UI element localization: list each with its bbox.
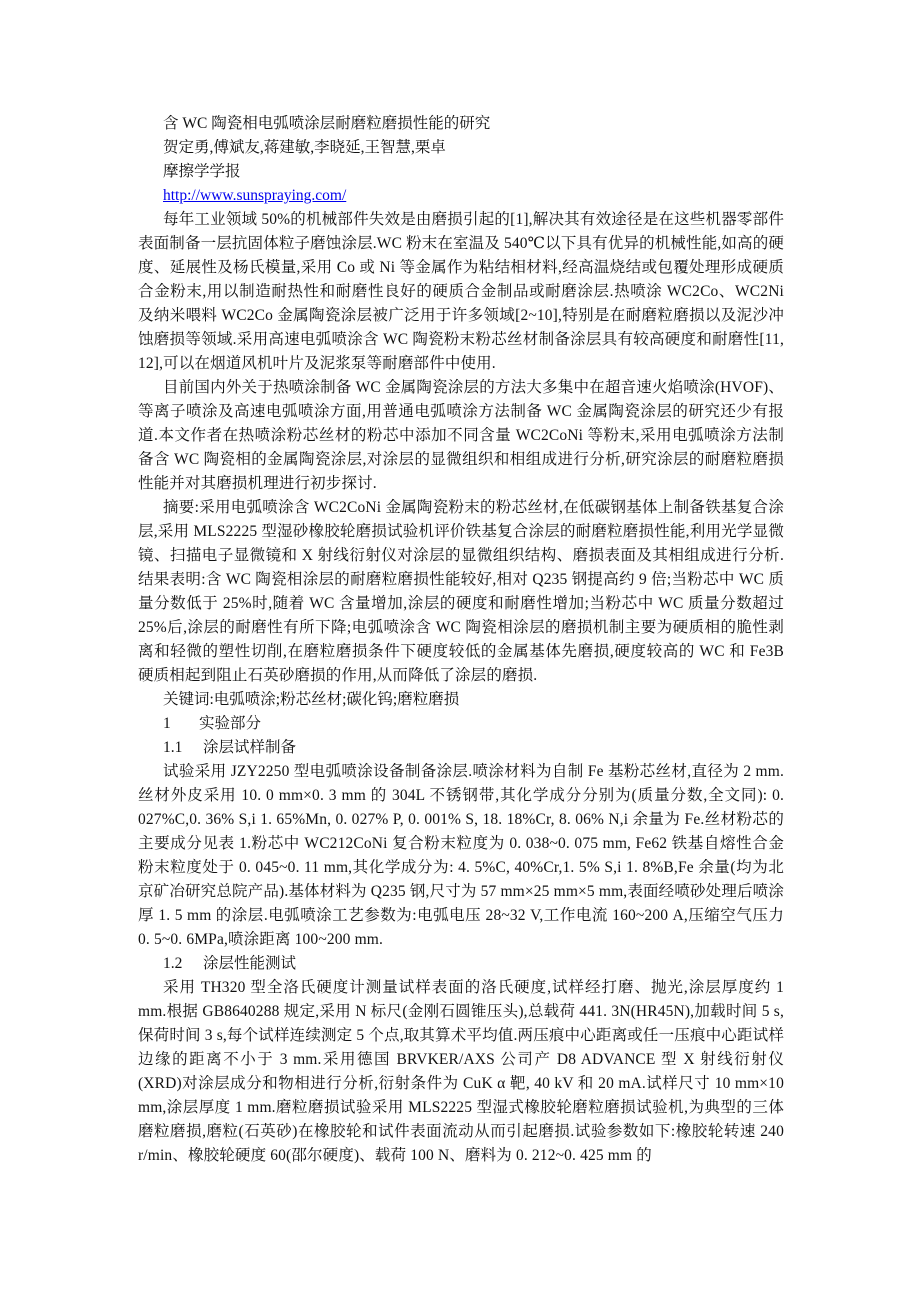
section-title: 涂层试样制备 [203,739,297,756]
abstract-paragraph: 摘要:采用电弧喷涂含 WC2CoNi 金属陶瓷粉末的粉芯丝材,在低碳钢基体上制备铁基复合涂层,采用 MLS2225 型湿砂橡胶轮磨损试验机评价铁基复合涂层的耐磨粒磨损性能,利用光学显微镜、扫描电子显微镜和 X 射线衍射仪对涂层的显微组织结构、磨损表面及其相组成进行分析.结果表明:含 WC 陶瓷相涂层的耐磨粒磨损性能较好,相对 Q235 钢提高约 9 倍;当粉芯中 WC 质量分数低于 25%时,随着 WC 含量增加,涂层的硬度和耐磨性增加;当粉芯中 WC 质量分数超过 25%后,涂层的耐磨性有所下降;电弧喷涂含 WC 陶瓷相涂层的磨损机制主要为硬质相的脆性剥离和轻微的塑性切削,在磨粒磨损条件下硬度较低的金属基体先磨损,硬度较高的 WC 和 Fe3B 硬质相起到阻止石英砂磨损的作用,从而降低了涂层的磨损. [138,499,784,684]
intro-paragraph-2: 目前国内外关于热喷涂制备 WC 金属陶瓷涂层的方法大多集中在超音速火焰喷涂(HVOF)、等离子喷涂及高速电弧喷涂方面,用普通电弧喷涂方法制备 WC 金属陶瓷涂层的研究还少有报道.本文作者在热喷涂粉芯丝材的粉芯中添加不同含量 WC2CoNi 等粉末,采用电弧喷涂方法制备含 WC 陶瓷相的金属陶瓷涂层,对涂层的显微组织和相组成进行分析,研究涂层的耐磨粒磨损性能并对其磨损机理进行初步探讨. [138,379,784,492]
section-title: 涂层性能测试 [203,955,297,972]
journal-name: 摩擦学学报 [163,163,241,180]
section-1-2-body: 采用 TH320 型全洛氏硬度计测量试样表面的洛氏硬度,试样经打磨、抛光,涂层厚度约 1 mm.根据 GB8640288 规定,采用 N 标尺(金刚石圆锥压头),总载荷 441. 3N(HR45N),加载时间 5 s,保荷时间 3 s,每个试样连续测定 5 个点,取其算术平均值.两压痕中心距离或任一压痕中心距试样边缘的距离不小于 3 mm.采用德国 BRVKER/AXS 公司产 D8 ADVANCE 型 X 射线衍射仪(XRD)对涂层成分和物相进行分析,衍射条件为 CuK α 靶, 40 kV 和 20 mA.试样尺寸 10 mm×10 mm,涂层厚度 1 mm.磨粒磨损试验采用 MLS2225 型湿式橡胶轮磨粒磨损试验机,为典型的三体磨粒磨损,磨粒(石英砂)在橡胶轮和试件表面流动从而引起磨损.试验参数如下:橡胶轮转速 240 r/min、橡胶轮硬度 60(邵尔硬度)、载荷 100 N、磨料为 0. 212~0. 425 mm 的 [138,979,784,1164]
keywords: 关键词:电弧喷涂;粉芯丝材;碳化钨;磨粒磨损 [163,691,460,708]
section-heading-1 [138,712,784,736]
document-page [138,112,784,1168]
intro-paragraph-1: 每年工业领域 50%的机械部件失效是由磨损引起的[1],解决其有效途径是在这些机器零部件表面制备一层抗固体粒子磨蚀涂层.WC 粉末在室温及 540℃以下具有优异的机械性能,如高的硬度、延展性及杨氏模量,采用 Co 或 Ni 等金属作为粘结相材料,经高温烧结或包覆处理形成硬质合金粉末,用以制造耐热性和耐磨性良好的硬质合金制品或耐磨涂层.热喷涂 WC2Co、WC2Ni 及纳米喂料 WC2Co 金属陶瓷涂层被广泛用于许多领域[2~10],特别是在耐磨粒磨损以及泥沙冲蚀磨损等领域.采用高速电弧喷涂含 WC 陶瓷粉末粉芯丝材制备涂层具有较高硬度和耐磨性[11, 12],可以在烟道风机叶片及泥浆泵等耐磨部件中使用. [138,211,784,372]
section-number: 1.2 [163,955,183,972]
section-heading-1-2 [138,952,784,976]
source-link[interactable]: http://www.sunspraying.com/ [163,187,347,204]
source-link-line [138,184,784,208]
section-number: 1.1 [163,739,183,756]
section-title: 实验部分 [199,715,262,732]
document-title: 含 WC 陶瓷相电弧喷涂层耐磨粒磨损性能的研究 [163,115,491,132]
document-authors: 贺定勇,傅斌友,蒋建敏,李晓延,王智慧,栗卓 [163,139,446,156]
section-heading-1-1 [138,736,784,760]
section-number: 1 [163,715,171,732]
section-1-1-body: 试验采用 JZY2250 型电弧喷涂设备制备涂层.喷涂材料为自制 Fe 基粉芯丝材,直径为 2 mm.丝材外皮采用 10. 0 mm×0. 3 mm 的 304L 不锈钢带,其化学成分分别为(质量分数,全文同): 0. 027%C,0. 36% S,i 1. 65%Mn, 0. 027% P, 0. 001% S, 18. 18%Cr, 8. 06% N,i 余量为 Fe.丝材粉芯的主要成分见表 1.粉芯中 WC212CoNi 复合粉末粒度为 0. 038~0. 075 mm, Fe62 铁基自熔性合金粉末粒度处于 0. 045~0. 11 mm,其化学成分为: 4. 5%C, 40%Cr,1. 5% S,i 1. 8%B,Fe 余量(均为北京矿冶研究总院产品).基体材料为 Q235 钢,尺寸为 57 mm×25 mm×5 mm,表面经喷砂处理后喷涂厚 1. 5 mm 的涂层.电弧喷涂工艺参数为:电弧电压 28~32 V,工作电流 160~200 A,压缩空气压力 0. 5~0. 6MPa,喷涂距离 100~200 mm. [138,763,784,948]
